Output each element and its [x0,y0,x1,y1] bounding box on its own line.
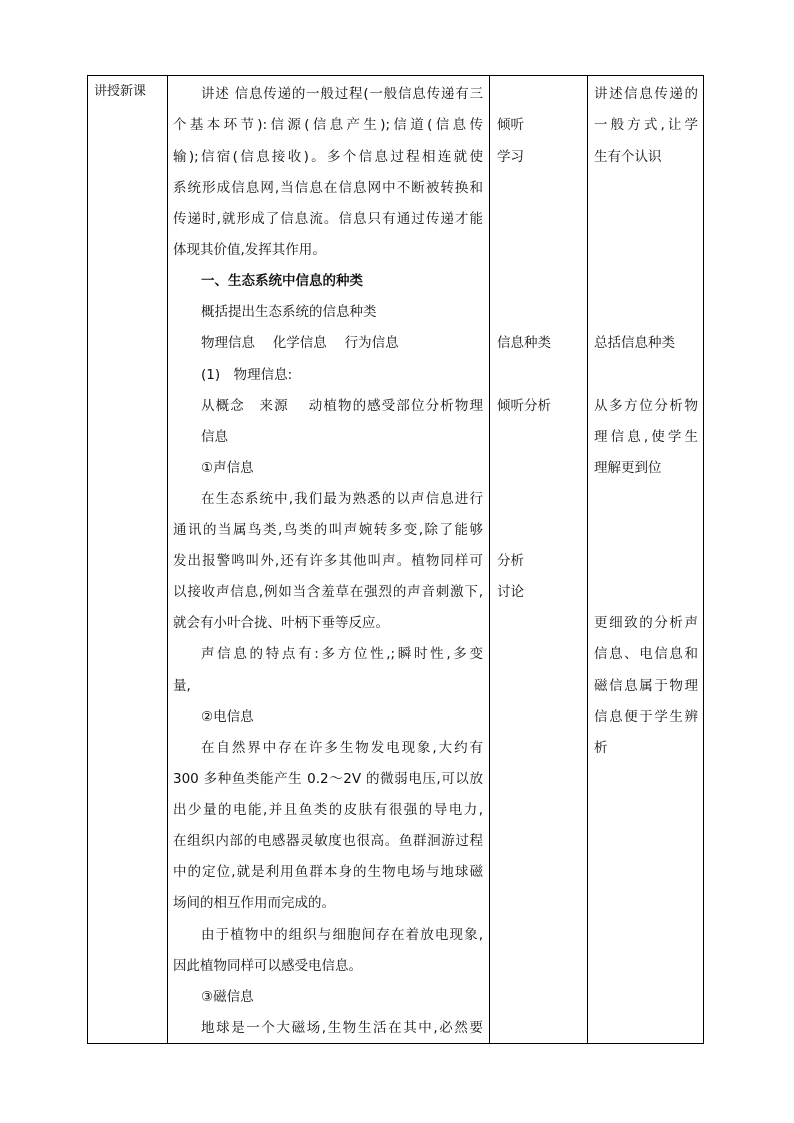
lesson-text-line: 以接收声信息,例如当含羞草在强烈的声音刺激下, [173,584,483,600]
design-intent-line: 理信息,使学生 [594,429,698,445]
lesson-text-line: 传递时,就形成了信息流。信息只有通过传递才能 [173,211,483,227]
lesson-text-line: ③磁信息 [201,989,254,1005]
lesson-text-line: 在自然界中存在许多生物发电现象,大约有 [201,740,483,756]
lesson-text-line: 个基本环节):信源(信息产生);信道(信息传 [173,117,483,133]
lesson-text-line: 通讯的当属鸟类,鸟类的叫声婉转多变,除了能够 [173,522,483,538]
student-activity-line: 分析 [497,553,524,569]
design-intent-line: 总括信息种类 [594,335,675,351]
lesson-text-line: ①声信息 [201,460,254,476]
design-intent-line: 一般方式,让学 [594,117,698,133]
lesson-text-line: 体现其价值,发挥其作用。 [173,242,326,258]
lesson-text-line: 讲述 信息传递的一般过程(一般信息传递有三 [201,86,483,102]
lesson-text-line: 量, [173,678,191,694]
design-intent-line: 信息便于学生辨 [594,709,698,725]
teacher-activity-cell [168,76,490,1044]
design-intent-line: 磁信息属于物理 [594,678,698,694]
student-activity-line: 学习 [497,149,524,165]
lesson-text-line: 300 多种鱼类能产生 0.2～2V 的微弱电压,可以放 [173,771,483,787]
lesson-text-line: 一、生态系统中信息的种类 [201,273,363,289]
lesson-text-line: 物理信息 化学信息 行为信息 [201,335,399,351]
design-intent-cell [588,76,704,1044]
student-activity-line: 倾听 [497,117,524,133]
lesson-text-line: 在组织内部的电感器灵敏度也很高。鱼群洄游过程 [173,833,483,849]
lesson-text-line: 因此植物同样可以感受电信息。 [173,958,362,974]
design-intent-line: 从多方位分析物 [594,398,698,414]
lesson-text-line: 就会有小叶合拢、叶柄下垂等反应。 [173,615,389,631]
student-activity-line: 讨论 [497,584,524,600]
lesson-text-line: 发出报警鸣叫外,还有许多其他叫声。植物同样可 [173,553,483,569]
design-intent-line: 析 [594,740,608,756]
student-activity-line: 倾听分析 [497,398,551,414]
table-row [88,76,704,1044]
student-activity-cell [490,76,588,1044]
lesson-text-line: 概括提出生态系统的信息种类 [201,304,377,320]
lesson-text-line: 在生态系统中,我们最为熟悉的以声信息进行 [201,491,483,507]
lesson-text-line: 系统形成信息网,当信息在信息网中不断被转换和 [173,180,483,196]
lesson-text-line: 地球是一个大磁场,生物生活在其中,必然要 [201,1020,483,1036]
lesson-text-line: 中的定位,就是利用鱼群本身的生物电场与地球磁 [173,864,483,880]
design-intent-line: 理解更到位 [594,460,662,476]
student-activity-line: 信息种类 [497,335,551,351]
lesson-text-line: 声信息的特点有:多方位性,;瞬时性,多变 [201,646,483,662]
lesson-text-line: 由于植物中的组织与细胞间存在着放电现象, [201,927,483,943]
stage-label: 讲授新课 [94,84,147,99]
design-intent-line: 信息、电信息和 [594,646,698,662]
design-intent-line: 更细致的分析声 [594,615,698,631]
design-intent-line: 生有个认识 [594,149,662,165]
lesson-text-line: 输);信宿(信息接收)。多个信息过程相连就使 [173,149,483,165]
lesson-text-line: 出少量的电能,并且鱼类的皮肤有很强的导电力, [173,802,483,818]
lesson-text-line: (1) 物理信息: [201,367,293,383]
design-intent-line: 讲述信息传递的 [594,86,698,102]
lesson-plan-table [87,75,704,1044]
lesson-text-line: 从概念 来源 动植物的感受部位分析物理 [201,398,483,414]
lesson-text-line: 场间的相互作用而完成的。 [173,895,335,911]
stage-cell [88,76,168,1044]
lesson-text-line: ②电信息 [201,709,254,725]
lesson-text-line: 信息 [201,429,228,445]
